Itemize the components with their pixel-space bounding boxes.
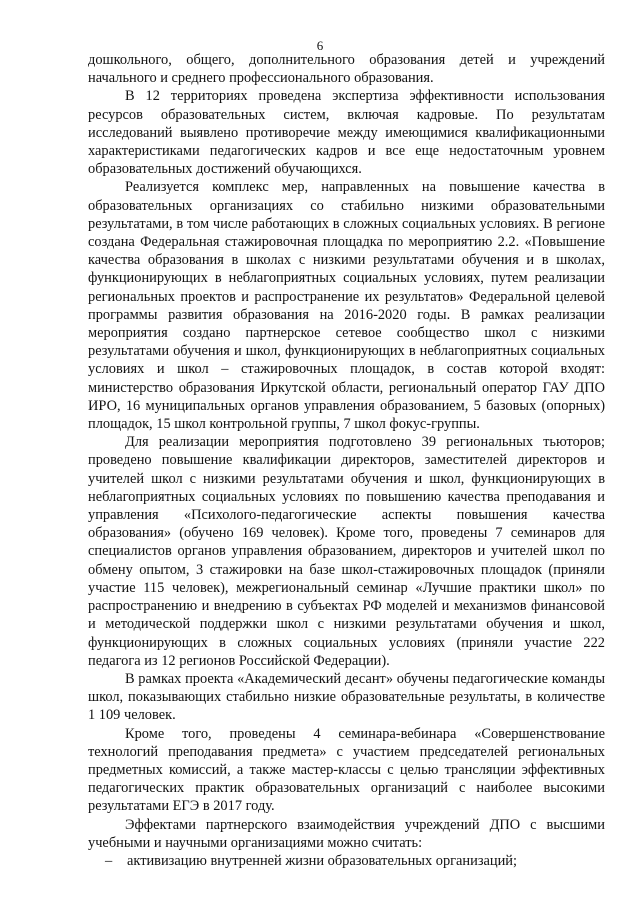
paragraph-academic-desant: В рамках проекта «Академический десант» обучены педагогические команды школ, показывающих стабильно низкие образовательные результаты, в количестве 1 109 человек.	[88, 670, 605, 724]
paragraph-webinars: Кроме того, проведены 4 семинара-вебинара «Совершенствование технологий преподавания предмета» с участием председателей региональных предметных комиссий, а также мастер-классы с целью трансляции эффективных педагогических практик образовательных организаций с наиболее высокими результатами ЕГЭ в 2017 году.	[88, 725, 605, 815]
paragraph-expertise: В 12 территориях проведена экспертиза эффективности использования ресурсов образовательных систем, включая кадровые. По результатам исследований выявлено противоречие между имеющимися квалификационными характеристиками педагогических кадров и все еще недостаточным уровнем образовательных достижений обучающихся.	[88, 88, 605, 178]
paragraph-measures: Реализуется комплекс мер, направленных на повышение качества в образовательных организациях со стабильно низкими образовательными результатами, в том числе работающих в сложных социальных условиях. В регионе создана Федеральная стажировочная площадка по мероприятию 2.2. «Повышение качества образования в школах с низкими результатами обучения и в школах, функционирующих в неблагоприятных социальных условиях, путем реализации региональных проектов и распространение их результатов» Федеральной целевой программы развития образования на 2016-2020 годы. В рамках реализации мероприятия создано партнерское сетевое сообщество школ с низкими результатами обучения и школ, функционирующих в неблагоприятных социальных условиях и школ – стажировочных площадок, в состав которой входят: министерство образования Иркутской области, региональный оператор ГАУ ДПО ИРО, 16 муниципальных органов управления образованием, 5 базовых (опорных) площадок, 15 школ контрольной группы, 7 школ фокус-группы.	[88, 179, 605, 433]
page-number: 6	[316, 38, 324, 53]
document-body	[88, 51, 605, 870]
bullet-item	[88, 852, 605, 870]
paragraph-continuation: дошкольного, общего, дополнительного образования детей и учреждений начального и среднего профессионального образования.	[88, 52, 605, 87]
bullet-text: активизацию внутренней жизни образовательных организаций;	[127, 852, 518, 869]
paragraph-effects: Эффектами партнерского взаимодействия учреждений ДПО с высшими учебными и научными организациями можно считать:	[88, 816, 605, 851]
paragraph-tutors: Для реализации мероприятия подготовлено 39 региональных тьюторов; проведено повышение квалификации директоров, заместителей директоров и учителей школ с низкими результатами обучения и школ, функционирующих в неблагоприятных социальных условиях по повышению качества преподавания и управления «Психолого-педагогические аспекты повышения качества образования» (обучено 169 человек). Кроме того, проведены 7 семинаров для специалистов органов управления образованием, директоров и учителей школ по обмену опытом, 3 стажировки на базе школ-стажировочных площадок (приняли участие 115 человек), межрегиональный семинар «Лучшие практики школ» по распространению и внедрению в субъектах РФ моделей и механизмов финансовой и методической поддержки школ с низкими результатами обучения и школ, функционирующих в сложных социальных условиях (приняли участие 222 педагога из 12 регионов Российской Федерации).	[88, 434, 605, 669]
bullet-dash: –	[105, 852, 113, 869]
